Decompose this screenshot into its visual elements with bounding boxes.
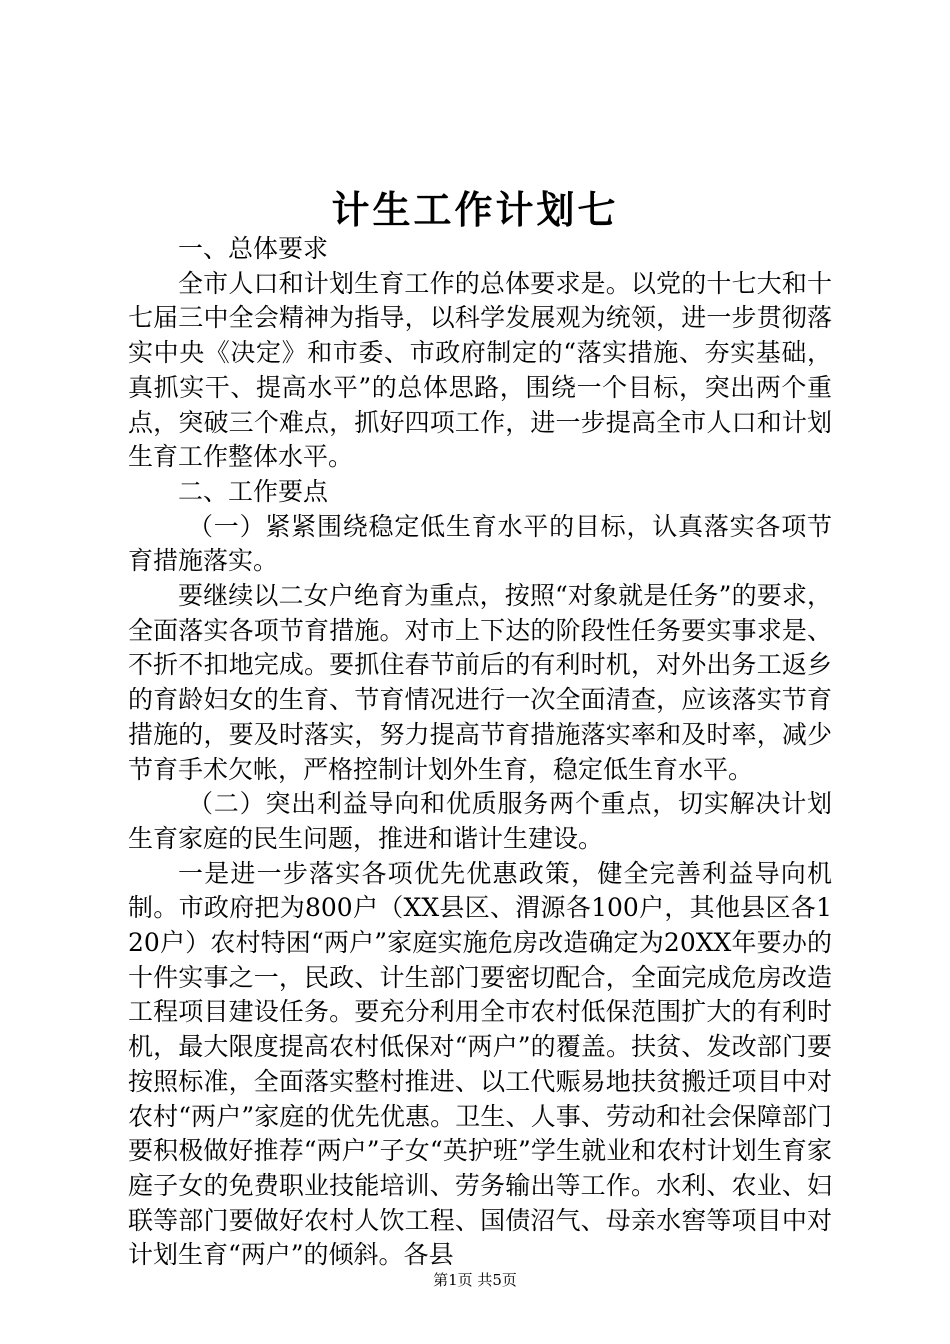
subheading-2: （二）突出利益导向和优质服务两个重点，切实解决计划生育家庭的民生问题，推进和谐计生建设。 (128, 789, 832, 853)
document-title: 计生工作计划七 (331, 187, 619, 232)
heading-general-requirements: 一、总体要求 (178, 234, 329, 263)
subheading-1: （一）紧紧围绕稳定低生育水平的目标，认真落实各项节育措施落实。 (128, 511, 832, 576)
paragraph-general-requirements: 全市人口和计划生育工作的总体要求是。以党的十七大和十七届三中全会精神为指导，以科学发展观为统领，进一步贯彻落实中央《决定》和市委、市政府制定的“落实措施、夯实基础，真抓实干、提高水平”的总体思路，围绕一个目标，突出两个重点，突破三个难点，抓好四项工作，进一步提高全市人口和计划生育工作整体水平。 (128, 268, 832, 472)
heading-work-points: 二、工作要点 (178, 476, 329, 506)
paragraph-preferential-policies: 一是进一步落实各项优先优惠政策，健全完善利益导向机制。市政府把为800户（XX县区、渭源各100户，其他县区各120户）农村特困“两户”家庭实施危房改造确定为20XX年要办的十件实事之一，民政、计生部门要密切配合，全面完成危房改造工程项目建设任务。要充分利用全市农村低保范围扩大的有利时机，最大限度提高农村低保对“两户”的覆盖。扶贫、发改部门要按照标准，全面落实整村推进、以工代赈易地扶贫搬迁项目中对农村“两户”家庭的优先优惠。卫生、人事、劳动和社会保障部门要积极做好推荐“两户”子女“英护班”学生就业和农村计划生育家庭子女的免费职业技能培训、劳务输出等工作。水利、农业、妇联等部门要做好农村人饮工程、国债沼气、母亲水窖等项目中对计划生育“两户”的倾斜。各县 (128, 858, 832, 1270)
paragraph-contraception-measures: 要继续以二女户绝育为重点，按照“对象就是任务”的要求，全面落实各项节育措施。对市上下达的阶段性任务要实事求是、不折不扣地完成。要抓住春节前后的有利时机，对外出务工返乡的育龄妇女的生育、节育情况进行一次全面清查，应该落实节育措施的，要及时落实，努力提高节育措施落实率和及时率，减少节育手术欠帐，严格控制计划外生育，稳定低生育水平。 (128, 581, 832, 784)
page-footer: 第1页 共5页 (433, 1271, 517, 1289)
document-body (128, 232, 832, 1273)
